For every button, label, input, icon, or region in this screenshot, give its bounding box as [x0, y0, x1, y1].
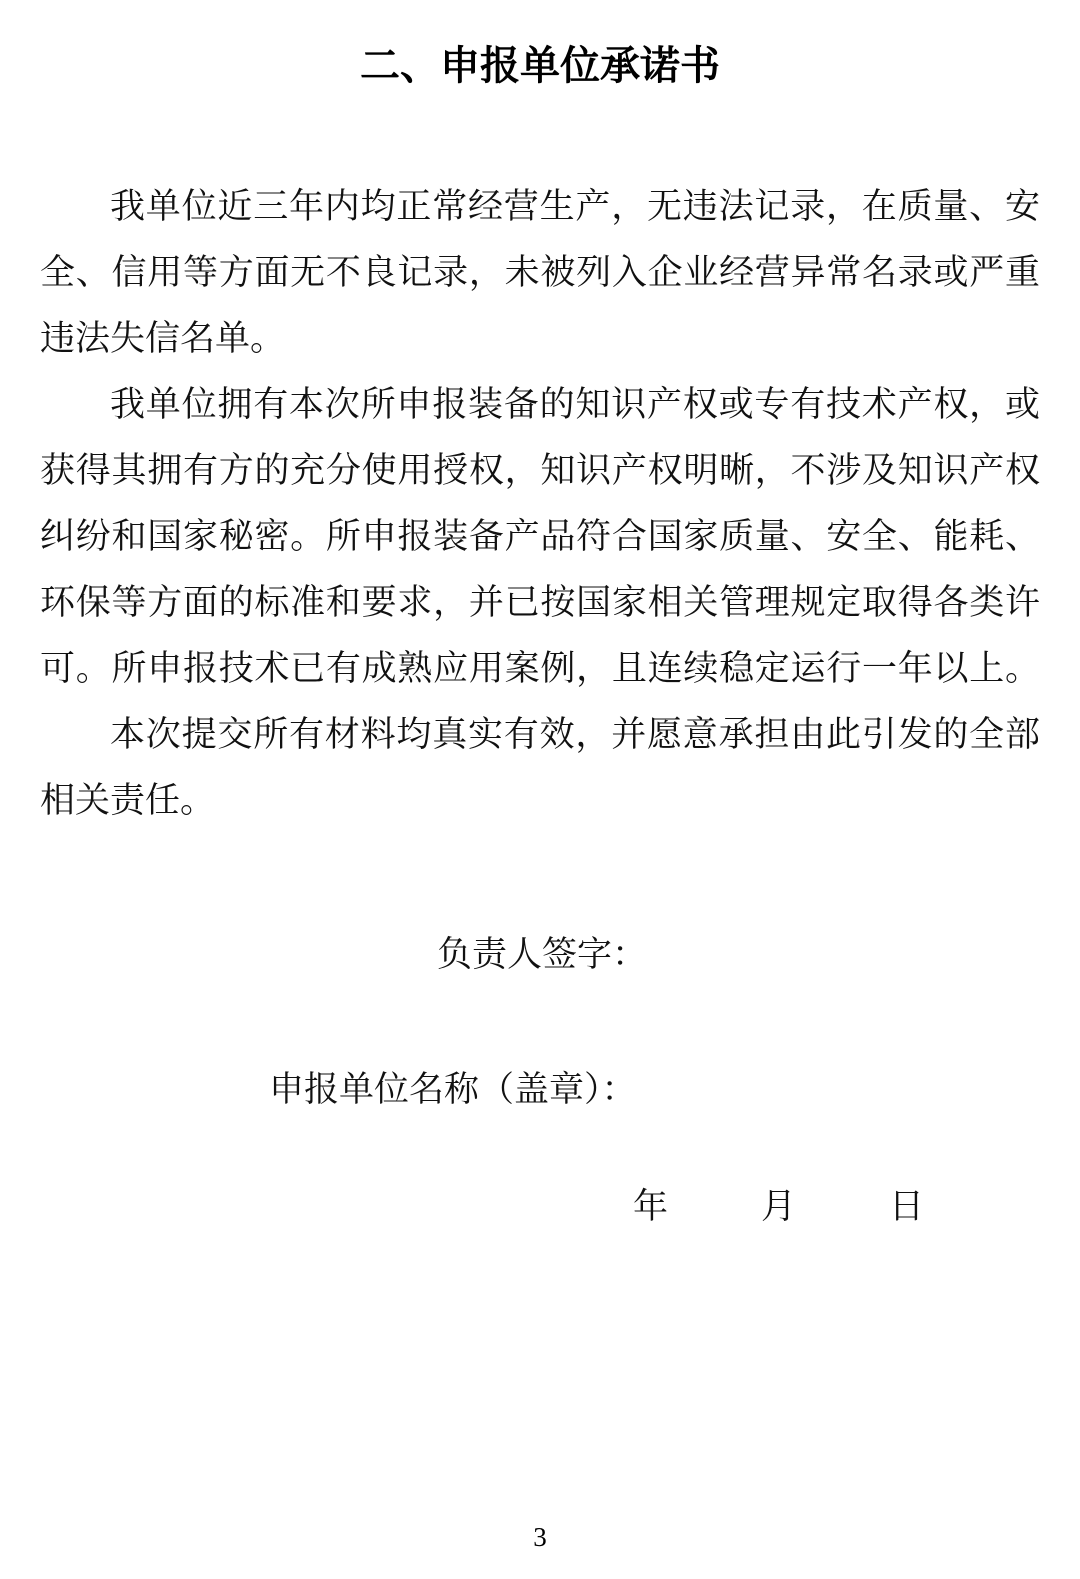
date-year-label: 年 [633, 1187, 669, 1226]
page-number: 3 [533, 1522, 547, 1552]
body-line: 环保等方面的标准和要求，并已按国家相关管理规定取得各类许 [40, 583, 1040, 622]
body-line: 违法失信名单。 [40, 319, 286, 358]
body-line: 可。所申报技术已有成熟应用案例，且连续稳定运行一年以上。 [40, 649, 1040, 688]
date-day-label: 日 [889, 1187, 925, 1226]
body-line: 获得其拥有方的充分使用授权，知识产权明晰，不涉及知识产权 [40, 451, 1040, 490]
date-line [0, 1187, 1080, 1227]
body-line: 全、信用等方面无不良记录，未被列入企业经营异常名录或严重 [40, 253, 1040, 292]
signature-leader-label: 负责人签字： [437, 935, 648, 974]
body-line: 相关责任。 [40, 781, 216, 820]
date-month-label: 月 [761, 1187, 797, 1226]
body-line: 纠纷和国家秘密。所申报装备产品符合国家质量、安全、能耗、 [40, 517, 1040, 556]
signature-unit-label: 申报单位名称（盖章）： [269, 1070, 637, 1109]
document-body [40, 174, 1040, 834]
body-line: 本次提交所有材料均真实有效，并愿意承担由此引发的全部 [110, 715, 1040, 754]
page-title: 二、申报单位承诺书 [360, 44, 720, 88]
body-line: 我单位拥有本次所申报装备的知识产权或专有技术产权，或 [110, 385, 1040, 424]
body-line: 我单位近三年内均正常经营生产，无违法记录，在质量、安 [110, 187, 1040, 226]
